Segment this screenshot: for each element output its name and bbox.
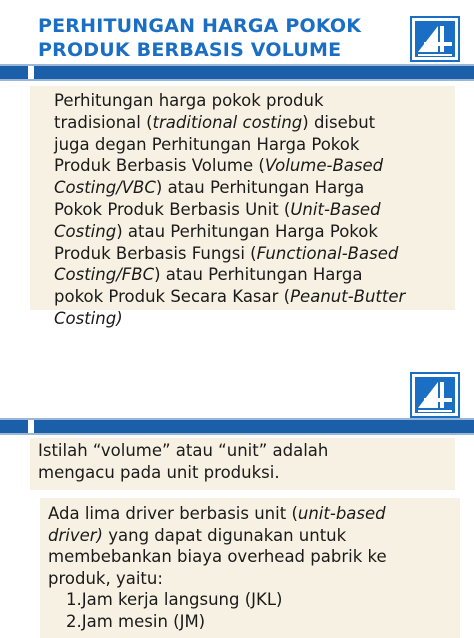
text-segment: Perhitungan harga pokok produk: [54, 91, 324, 110]
paragraph-line: [54, 308, 459, 330]
drivers-paragraph: [48, 503, 458, 632]
text-segment: Pokok Produk Berbasis Unit (: [54, 199, 291, 219]
paragraph-line: [54, 286, 459, 308]
company-logo-4-icon: [410, 16, 460, 62]
driver-list-item: 2.Jam mesin (JM): [66, 611, 206, 631]
italic-term: Costing: [54, 221, 117, 241]
slide-1-title: [38, 14, 398, 62]
text-segment: yang dapat digunakan untuk: [102, 525, 347, 545]
italic-term: unit-based: [297, 504, 386, 523]
paragraph-line: [54, 177, 459, 199]
definition-paragraph: [54, 90, 459, 330]
text-segment: pokok Produk Secara Kasar (: [54, 287, 291, 307]
italic-term: Unit-Based: [290, 199, 381, 219]
italic-term: traditional costing: [152, 112, 303, 132]
paragraph-line: [54, 199, 459, 221]
text-segment: Ada lima driver berbasis unit (: [48, 504, 298, 523]
paragraph-line: [54, 90, 459, 112]
intro-line: [38, 440, 453, 462]
drivers-line: [48, 503, 458, 525]
text-segment: juga degan Perhitungan Harga Pokok: [54, 134, 360, 154]
intro-line: [38, 462, 453, 484]
paragraph-line: [54, 243, 459, 265]
text-segment: produk, yaitu:: [48, 568, 163, 588]
paragraph-line: [54, 264, 459, 286]
italic-term: Costing): [54, 308, 123, 328]
paragraph-line: [54, 112, 459, 134]
italic-term: Costing/VBC: [54, 178, 156, 198]
text-segment: ) atau Perhitungan Harga Pokok: [116, 221, 378, 241]
company-logo-4-icon: [410, 372, 460, 418]
intro-paragraph: [38, 440, 453, 484]
paragraph-line: [54, 134, 459, 156]
text-segment: membebankan biaya overhead pabrik ke: [48, 547, 387, 566]
text-segment: Produk Berbasis Fungsi (: [54, 243, 257, 263]
italic-term: Costing/FBC: [54, 265, 155, 285]
slide-gap: [0, 350, 474, 360]
italic-term: Functional-Based: [256, 243, 399, 263]
title-line-2: PRODUK BERBASIS VOLUME: [38, 39, 342, 61]
driver-list-item: 1.Jam kerja langsung (JKL): [66, 590, 283, 609]
italic-term: Volume-Based: [264, 156, 384, 176]
drivers-line: [48, 525, 458, 547]
text-segment: ) atau Perhitungan Harga: [154, 265, 363, 285]
text-segment: Produk Berbasis Volume (: [54, 156, 265, 176]
italic-term: Peanut-Butter: [290, 287, 406, 307]
title-line-1: PERHITUNGAN HARGA POKOK: [38, 15, 362, 37]
drivers-line: [48, 568, 458, 590]
italic-term: driver): [48, 525, 103, 545]
drivers-line: [48, 546, 458, 568]
paragraph-line: [54, 221, 459, 243]
text-segment: mengacu pada unit produksi.: [38, 463, 280, 482]
text-segment: tradisional (: [54, 112, 153, 132]
paragraph-line: [54, 155, 459, 177]
text-segment: Istilah “volume” atau “unit” adalah: [38, 441, 329, 460]
text-segment: ) disebut: [302, 112, 376, 132]
text-segment: ) atau Perhitungan Harga: [155, 178, 365, 198]
